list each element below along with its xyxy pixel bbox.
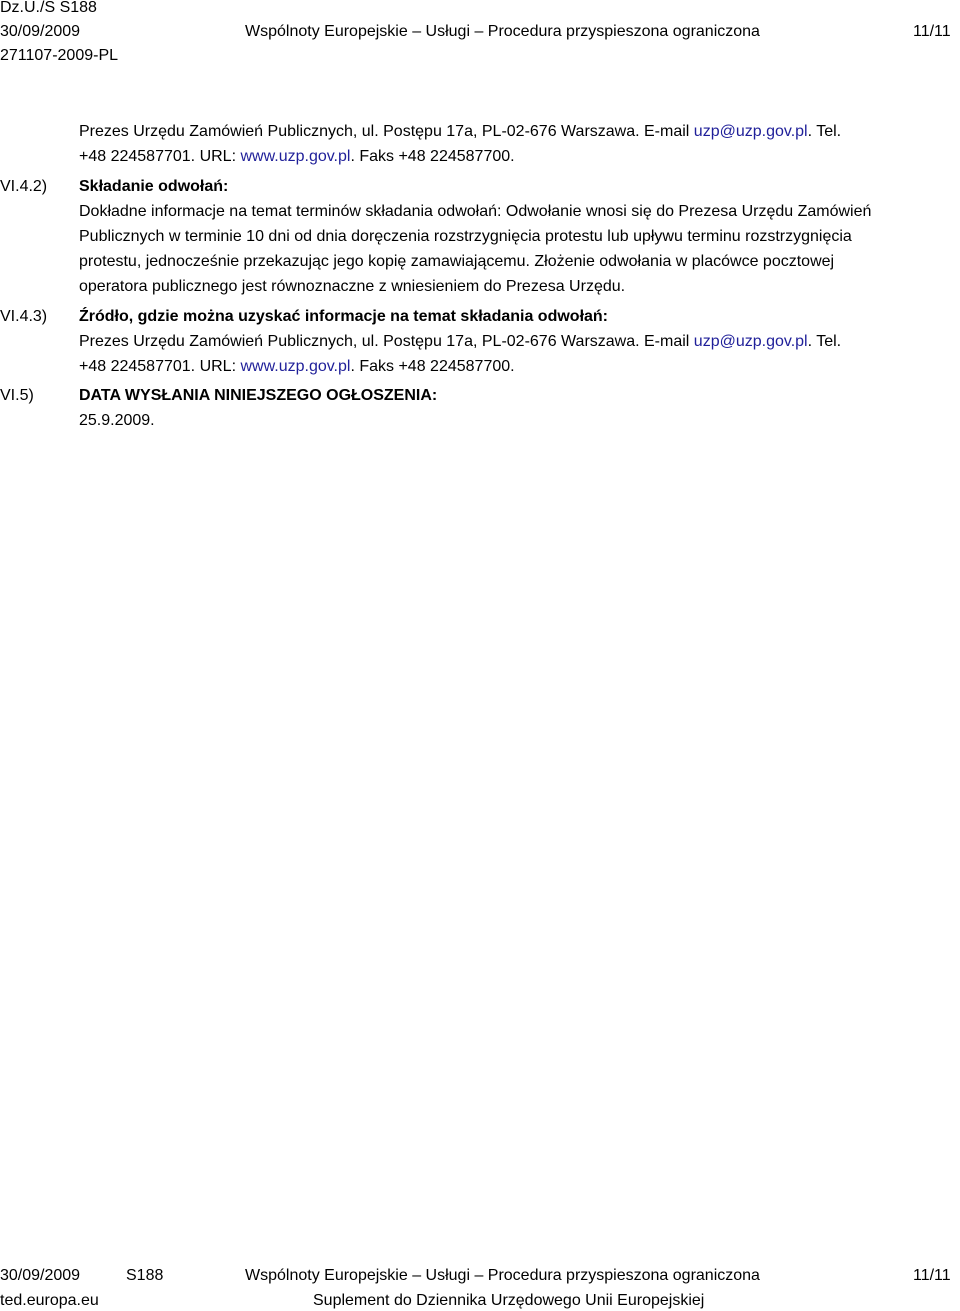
section-heading: Składanie odwołań:	[79, 178, 229, 195]
source-line-1-tail: . Tel.	[807, 333, 842, 350]
section-text-line: protestu, jednocześnie przekazując jego kopię zamawiającemu. Złożenie odwołania w placówce pocztowej	[79, 253, 835, 270]
source-line-2-text: +48 224587701. URL:	[79, 358, 241, 375]
intro-line-2-tail: . Faks +48 224587700.	[350, 148, 515, 165]
dispatch-date-value: 25.9.2009.	[79, 412, 155, 429]
intro-line-1-tail: . Tel.	[807, 123, 842, 140]
intro-line-2	[79, 149, 515, 165]
section-number: VI.4.2)	[0, 178, 48, 195]
journal-ref: Dz.U./S S188	[0, 0, 97, 16]
footer-series: S188	[126, 1267, 164, 1284]
footer-date: 30/09/2009	[0, 1267, 81, 1284]
intro-line-2-text: +48 224587701. URL:	[79, 148, 241, 165]
source-line-2-tail: . Faks +48 224587700.	[350, 358, 515, 375]
intro-email-link[interactable]: uzp@uzp.gov.pl	[693, 123, 808, 140]
footer-supplement: Suplement do Dziennika Urzędowego Unii Europejskiej	[313, 1292, 705, 1309]
intro-url-link[interactable]: www.uzp.gov.pl	[240, 148, 351, 165]
section-text-line: Publicznych w terminie 10 dni od dnia doręczenia rozstrzygnięcia protestu lub upływu terminu rozstrzygnięcia	[79, 228, 852, 245]
section-number: VI.5)	[0, 387, 34, 404]
footer-site: ted.europa.eu	[0, 1292, 99, 1309]
section-number: VI.4.3)	[0, 308, 48, 325]
header-date: 30/09/2009	[0, 23, 81, 40]
section-text-line: operatora publicznego jest równoznaczne z wniesieniem do Prezesa Urzędu.	[79, 278, 626, 295]
source-email-link[interactable]: uzp@uzp.gov.pl	[693, 333, 808, 350]
section-heading: DATA WYSŁANIA NINIEJSZEGO OGŁOSZENIA:	[79, 387, 438, 404]
document-id: 271107-2009-PL	[0, 47, 119, 64]
section-text-line: Dokładne informacje na temat terminów składania odwołań: Odwołanie wnosi się do Prezesa Urzędu Zamówień	[79, 203, 872, 220]
footer-page-number: 11/11	[913, 1267, 951, 1284]
section-heading: Źródło, gdzie można uzyskać informacje na temat składania odwołań:	[79, 308, 609, 325]
intro-line-1-text: Prezes Urzędu Zamówień Publicznych, ul. Postępu 17a, PL-02-676 Warszawa. E-mail	[79, 123, 694, 140]
source-line-1	[79, 334, 841, 350]
intro-line-1	[79, 124, 841, 140]
source-line-1-text: Prezes Urzędu Zamówień Publicznych, ul. Postępu 17a, PL-02-676 Warszawa. E-mail	[79, 333, 694, 350]
header-title: Wspólnoty Europejskie – Usługi – Procedura przyspieszona ograniczona	[245, 23, 760, 40]
footer-title: Wspólnoty Europejskie – Usługi – Procedura przyspieszona ograniczona	[245, 1267, 760, 1284]
source-url-link[interactable]: www.uzp.gov.pl	[240, 358, 351, 375]
source-line-2	[79, 359, 515, 375]
header-page-number: 11/11	[913, 23, 951, 40]
